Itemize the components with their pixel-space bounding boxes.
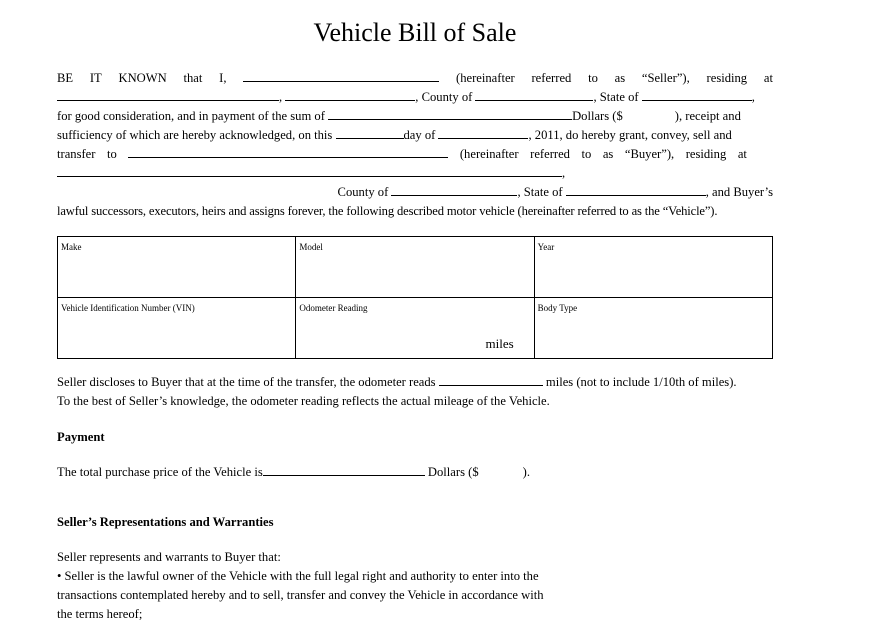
- text: miles (not to include 1/10th of miles).: [545, 375, 737, 389]
- body-type-label: Body Type: [537, 303, 578, 313]
- body-type-cell[interactable]: [534, 298, 772, 359]
- text: (hereinafter: [456, 71, 515, 85]
- seller-address-blank[interactable]: [57, 88, 279, 101]
- odometer-label: Odometer Reading: [299, 303, 368, 313]
- make-label: Make: [61, 242, 82, 252]
- odometer-cell[interactable]: [296, 298, 534, 359]
- warranty-bullet-line-3: the terms hereof;: [57, 607, 143, 621]
- warranty-bullet-line-2: transactions contemplated hereby and to sell, transfer and convey the Vehicle in accordance with: [57, 588, 544, 602]
- text: , County of: [415, 90, 473, 104]
- intro-line-5: [57, 145, 747, 163]
- text: as: [614, 71, 626, 85]
- text: , State of: [593, 90, 639, 104]
- text: residing: [706, 71, 748, 85]
- payment-line: [57, 463, 773, 481]
- text: residing: [685, 147, 727, 161]
- text: that: [183, 71, 203, 85]
- text: day of: [403, 128, 436, 142]
- buyer-county-blank[interactable]: [391, 183, 517, 196]
- text: at: [763, 71, 773, 85]
- odometer-line-1: [57, 373, 773, 391]
- text: transfer: [57, 147, 96, 161]
- seller-city-blank[interactable]: [285, 88, 415, 101]
- text: The total purchase price of the Vehicle is: [57, 465, 263, 479]
- seller-name-blank[interactable]: [243, 69, 439, 82]
- text: , State of: [517, 185, 563, 199]
- text: ).: [522, 465, 530, 479]
- text: KNOWN: [118, 71, 167, 85]
- text: , 2011, do hereby grant, convey, sell and: [528, 128, 732, 142]
- vehicle-details-table: [57, 236, 773, 359]
- text: referred: [530, 147, 570, 161]
- document-title: Vehicle Bill of Sale: [313, 18, 517, 47]
- text: IT: [89, 71, 102, 85]
- intro-line-1: [57, 69, 773, 87]
- buyer-name-blank[interactable]: [128, 145, 448, 158]
- text: , and Buyer’s: [705, 185, 773, 199]
- text: Dollars ($: [427, 465, 479, 479]
- purchase-price-blank[interactable]: [263, 463, 425, 476]
- month-blank[interactable]: [438, 126, 528, 139]
- text: referred: [531, 71, 572, 85]
- text: to: [588, 71, 598, 85]
- text: (hereinafter: [459, 147, 519, 161]
- seller-county-blank[interactable]: [475, 88, 593, 101]
- text: “Buyer”),: [624, 147, 675, 161]
- text: ), receipt and: [674, 109, 741, 123]
- intro-line-4: [57, 126, 773, 144]
- text: for good consideration, and in payment of the sum of: [57, 109, 325, 123]
- model-label: Model: [299, 242, 323, 252]
- warranty-bullet-line-1: • Seller is the lawful owner of the Vehicle with the full legal right and authority to enter into the: [57, 569, 539, 583]
- buyer-address-blank[interactable]: [57, 164, 562, 177]
- payment-heading: Payment: [57, 430, 105, 444]
- text: as: [602, 147, 614, 161]
- buyer-state-blank[interactable]: [566, 183, 706, 196]
- text: Dollars ($: [572, 109, 623, 123]
- text: Seller discloses to Buyer that at the time of the transfer, the odometer reads: [57, 375, 436, 389]
- text: at: [737, 147, 747, 161]
- miles-label: miles: [485, 336, 514, 351]
- intro-line-7: [57, 183, 773, 201]
- text: I,: [219, 71, 227, 85]
- intro-line-2: , , County of , State of ,: [57, 88, 773, 106]
- year-label: Year: [537, 242, 555, 252]
- vin-label: Vehicle Identification Number (VIN): [61, 303, 195, 313]
- seller-state-blank[interactable]: [642, 88, 752, 101]
- make-cell[interactable]: [58, 237, 296, 298]
- text: BE: [57, 71, 74, 85]
- intro-line-6: ,: [57, 164, 773, 182]
- vin-cell[interactable]: [58, 298, 296, 359]
- model-cell[interactable]: [296, 237, 534, 298]
- sum-words-blank[interactable]: [328, 107, 572, 120]
- text: “Seller”),: [641, 71, 690, 85]
- text: to: [581, 147, 592, 161]
- intro-line-8: lawful successors, executors, heirs and assigns forever, the following described motor vehicle (hereinafter referred to as the “Vehicle”).: [57, 204, 718, 218]
- day-blank[interactable]: [336, 126, 404, 139]
- intro-line-3: [57, 107, 773, 125]
- year-cell[interactable]: [534, 237, 772, 298]
- warranties-intro: Seller represents and warrants to Buyer that:: [57, 550, 281, 564]
- odometer-line-2: To the best of Seller’s knowledge, the odometer reading reflects the actual mileage of the Vehicle.: [57, 394, 550, 408]
- text: sufficiency of which are hereby acknowledged, on this: [57, 128, 333, 142]
- odometer-blank[interactable]: [439, 373, 543, 386]
- warranties-heading: Seller’s Representations and Warranties: [57, 515, 274, 529]
- text: to: [107, 147, 117, 161]
- text: County of: [337, 185, 389, 199]
